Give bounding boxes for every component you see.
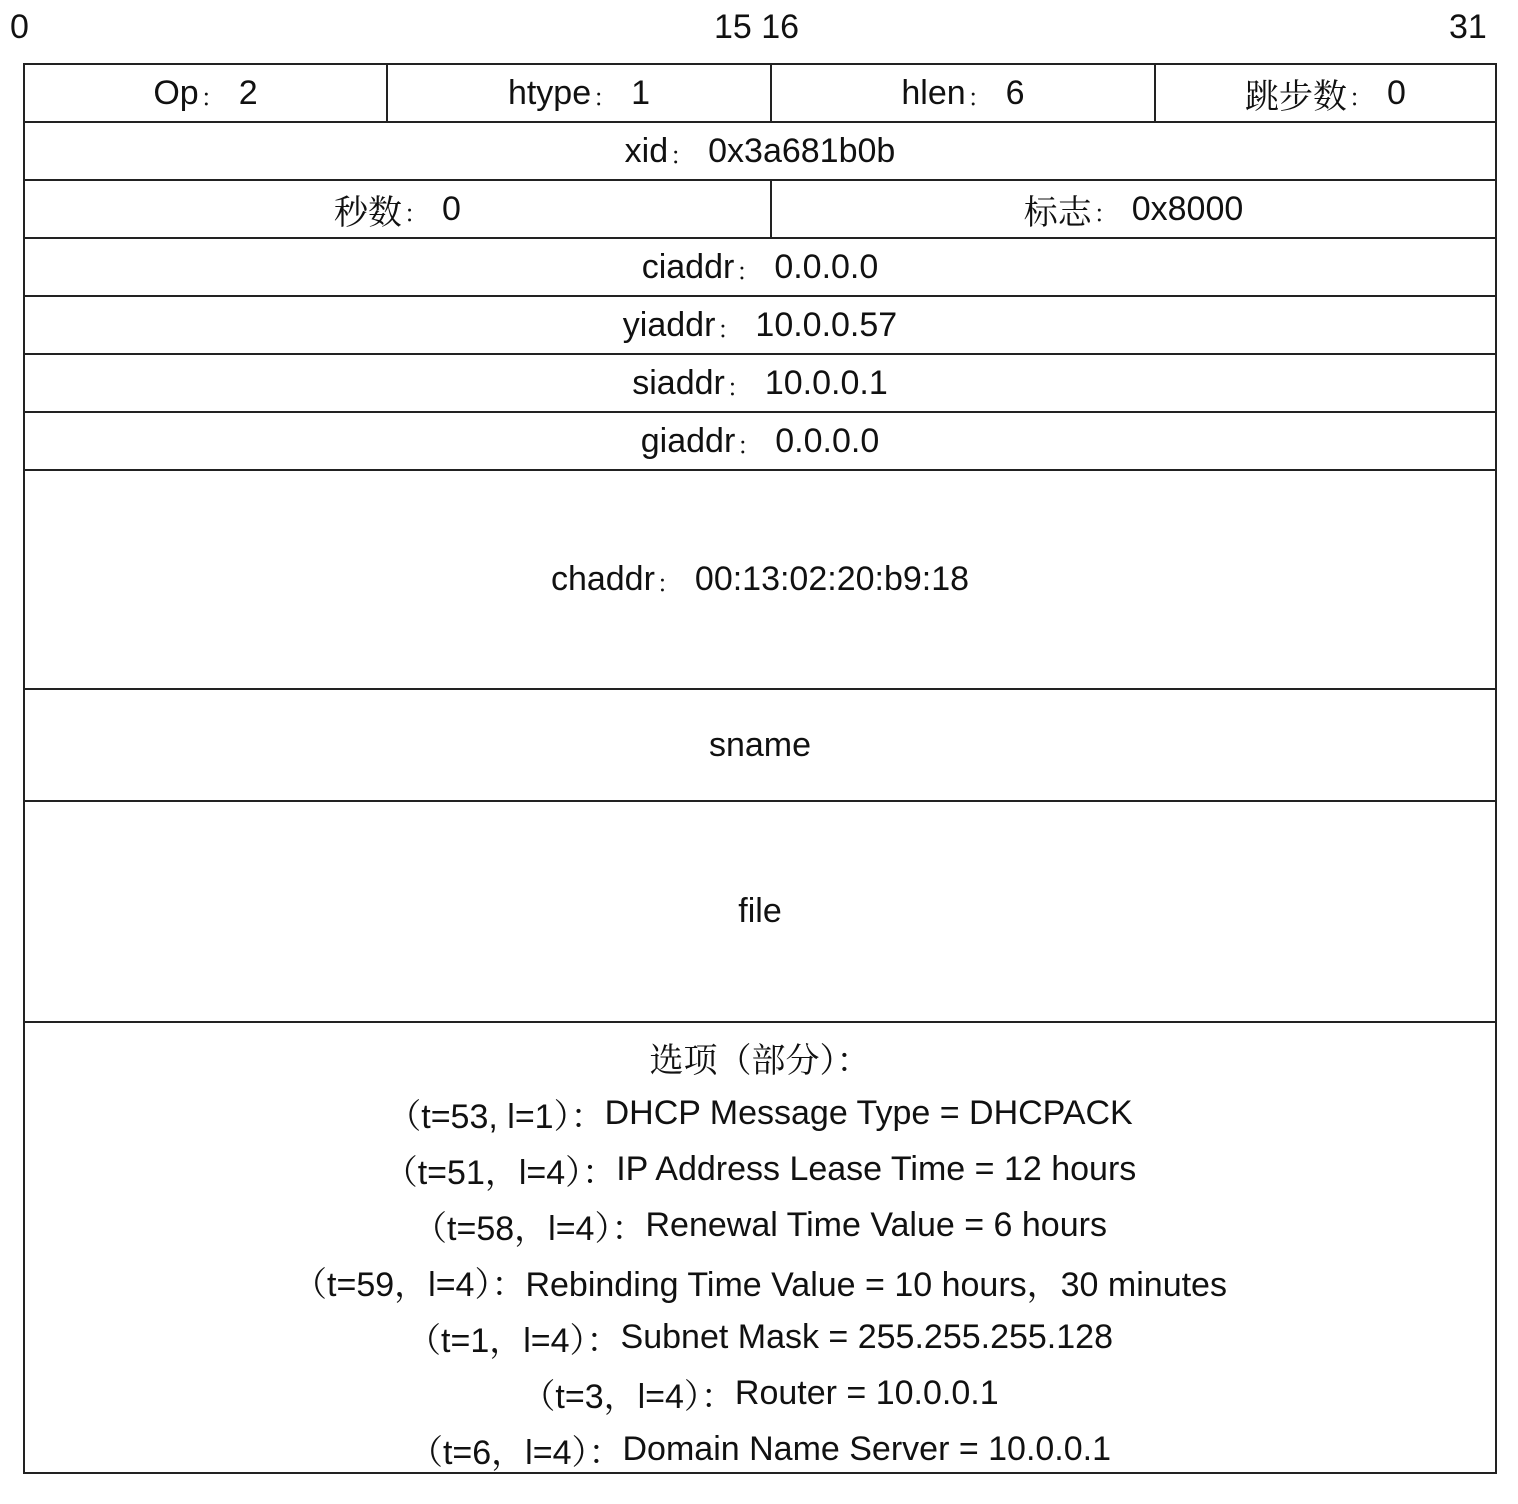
field-giaddr [25,413,1495,469]
bit-label-start: 0 [10,8,29,46]
field-hlen [772,65,1156,121]
field-op-value: 2 [238,73,258,112]
option-tag: （t=58，l=4）： [413,1209,646,1248]
option-line [293,1253,1227,1309]
separator: ： [404,200,429,228]
field-giaddr-value: 0.0.0.0 [775,421,880,460]
option-line [384,1141,1137,1197]
separator: ： [656,571,681,598]
field-file [25,802,1495,1021]
row-op-htype-hlen-hops [25,65,1495,123]
field-secs-label: 秒数 [334,193,403,232]
row-chaddr [25,471,1495,690]
bit-label-end: 31 [1449,8,1487,46]
field-chaddr-label: chaddr [550,560,655,598]
bit-label-middle: 15 16 [714,8,800,46]
option-tag: （t=51，l=4）： [383,1153,617,1192]
option-text: Rebinding Time Value = 10 hours，30 minutes [525,1265,1227,1304]
bit-offset-labels [0,0,1518,60]
field-flags [772,181,1495,237]
field-giaddr-label: giaddr [640,421,736,460]
row-file [25,802,1495,1023]
field-xid [25,123,1495,179]
options-title: 选项（部分）： [649,1041,871,1080]
field-ciaddr [25,239,1495,295]
field-hops-label: 跳步数 [1245,77,1348,116]
row-secs-flags [25,181,1495,239]
option-tag: （t=6，l=4）： [408,1433,623,1472]
field-hlen-label: hlen [901,73,966,112]
separator: ： [717,316,742,344]
field-htype-label: htype [507,73,592,112]
option-line [387,1085,1133,1141]
field-chaddr-value: 00:13:02:20:b9:18 [694,560,970,598]
separator: ： [1093,200,1118,228]
option-tag: （t=53, l=1）： [387,1097,605,1136]
option-line [407,1309,1113,1365]
row-giaddr [25,413,1495,471]
separator: ： [967,84,992,112]
option-line [409,1421,1111,1477]
field-chaddr [25,471,1495,688]
separator: ： [726,374,751,402]
row-siaddr [25,355,1495,413]
field-yiaddr-value: 10.0.0.57 [755,305,898,344]
separator: ： [200,84,225,112]
separator: ： [736,258,761,286]
field-xid-label: xid [624,131,669,170]
option-text: Router = 10.0.0.1 [734,1373,999,1412]
field-op [25,65,388,121]
separator: ： [593,84,618,112]
row-ciaddr [25,239,1495,297]
field-xid-value: 0x3a681b0b [708,131,896,170]
field-siaddr-label: siaddr [632,363,725,402]
field-htype [388,65,772,121]
field-flags-label: 标志 [1023,193,1092,232]
field-file-label: file [738,892,782,930]
option-text: Subnet Mask = 255.255.255.128 [620,1317,1113,1356]
separator: ： [670,142,695,170]
row-yiaddr [25,297,1495,355]
field-htype-value: 1 [631,73,651,112]
option-text: IP Address Lease Time = 12 hours [616,1149,1137,1188]
option-text: DHCP Message Type = DHCPACK [604,1093,1133,1132]
row-sname [25,690,1495,802]
field-ciaddr-label: ciaddr [641,247,735,286]
option-text: Domain Name Server = 10.0.0.1 [622,1429,1112,1468]
field-flags-value: 0x8000 [1131,189,1244,228]
field-sname [25,690,1495,800]
option-tag: （t=1，l=4）： [407,1321,621,1360]
separator: ： [737,432,762,460]
field-secs-value: 0 [442,189,461,228]
option-line [413,1197,1107,1253]
field-hops [1156,65,1495,121]
field-hlen-value: 6 [1005,73,1025,112]
field-siaddr-value: 10.0.0.1 [764,363,888,402]
field-yiaddr [25,297,1495,353]
row-options [25,1023,1495,1477]
option-tag: （t=59，l=4）： [293,1265,526,1304]
field-secs [25,181,772,237]
option-text: Renewal Time Value = 6 hours [645,1205,1107,1244]
separator: ： [1349,84,1374,112]
field-op-label: Op [153,73,199,112]
field-ciaddr-value: 0.0.0.0 [774,247,879,286]
option-tag: （t=3，l=4）： [521,1377,735,1416]
option-line [521,1365,998,1421]
field-sname-label: sname [708,725,812,764]
row-xid [25,123,1495,181]
field-siaddr [25,355,1495,411]
dhcp-packet-diagram [23,63,1497,1474]
field-hops-value: 0 [1387,73,1406,112]
field-yiaddr-label: yiaddr [622,305,716,344]
